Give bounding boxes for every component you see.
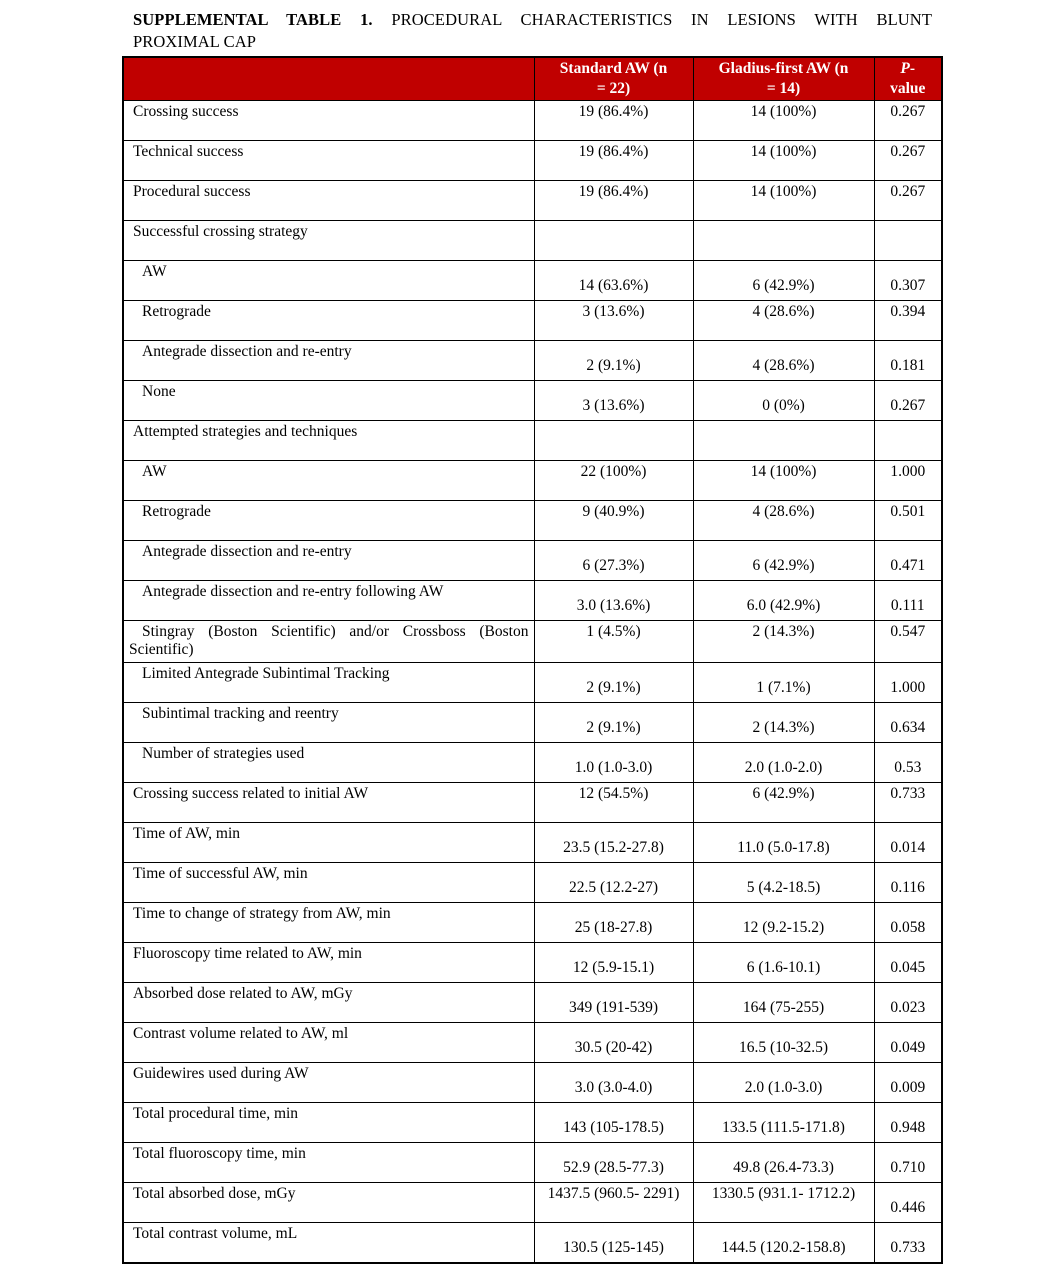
table-body [123, 100, 942, 1263]
p-value: 0.501 [874, 500, 942, 540]
row-label: Attempted strategies and techniques [123, 420, 534, 460]
p-value: 0.267 [874, 180, 942, 220]
p-value: 0.733 [874, 783, 942, 823]
standard-aw-value: 12 (5.9-15.1) [534, 943, 693, 983]
table-row [123, 903, 942, 943]
standard-aw-value: 143 (105-178.5) [534, 1103, 693, 1143]
gladius-first-aw-value: 11.0 (5.0-17.8) [693, 823, 874, 863]
standard-aw-value: 19 (86.4%) [534, 180, 693, 220]
p-value: 0.948 [874, 1103, 942, 1143]
row-label: Crossing success related to initial AW [123, 783, 534, 823]
row-label: Fluoroscopy time related to AW, min [123, 943, 534, 983]
gladius-first-aw-value: 14 (100%) [693, 100, 874, 140]
table-row [123, 380, 942, 420]
table-row [123, 180, 942, 220]
row-label: Technical success [123, 140, 534, 180]
p-value: 1.000 [874, 460, 942, 500]
p-value: 0.394 [874, 300, 942, 340]
row-label: Time of AW, min [123, 823, 534, 863]
standard-aw-value: 3 (13.6%) [534, 300, 693, 340]
header-cell-p-value [874, 57, 942, 101]
row-label: AW [123, 260, 534, 300]
gladius-first-aw-value: 2 (14.3%) [693, 620, 874, 663]
row-label: Subintimal tracking and reentry [123, 703, 534, 743]
row-label: Antegrade dissection and re-entry [123, 540, 534, 580]
standard-aw-value: 14 (63.6%) [534, 260, 693, 300]
table-row [123, 140, 942, 180]
table-row [123, 500, 942, 540]
gladius-first-aw-value: 2.0 (1.0-3.0) [693, 1063, 874, 1103]
header-p-value-line2: value [890, 79, 926, 97]
row-label: Antegrade dissection and re-entry [123, 340, 534, 380]
header-gladius-aw-line2: = 14) [766, 79, 801, 97]
table-row [123, 663, 942, 703]
gladius-first-aw-value [693, 220, 874, 260]
standard-aw-value [534, 220, 693, 260]
standard-aw-value: 19 (86.4%) [534, 100, 693, 140]
row-label: Contrast volume related to AW, ml [123, 1023, 534, 1063]
standard-aw-value: 2 (9.1%) [534, 703, 693, 743]
standard-aw-value: 3.0 (13.6%) [534, 580, 693, 620]
table-row [123, 783, 942, 823]
standard-aw-value: 12 (54.5%) [534, 783, 693, 823]
gladius-first-aw-value: 14 (100%) [693, 140, 874, 180]
row-label: Retrograde [123, 500, 534, 540]
header-gladius-aw-line1: Gladius-first AW (n [718, 60, 849, 78]
p-value: 0.446 [874, 1183, 942, 1223]
p-value: 0.014 [874, 823, 942, 863]
gladius-first-aw-value: 164 (75-255) [693, 983, 874, 1023]
table-row [123, 420, 942, 460]
table-row [123, 943, 942, 983]
table-row [123, 340, 942, 380]
table-row [123, 1023, 942, 1063]
table-row [123, 743, 942, 783]
gladius-first-aw-value: 14 (100%) [693, 460, 874, 500]
row-label: Time to change of strategy from AW, min [123, 903, 534, 943]
table-row [123, 823, 942, 863]
standard-aw-value: 1.0 (1.0-3.0) [534, 743, 693, 783]
standard-aw-value: 30.5 (20-42) [534, 1023, 693, 1063]
standard-aw-value: 9 (40.9%) [534, 500, 693, 540]
row-label: Retrograde [123, 300, 534, 340]
p-value: 0.53 [874, 743, 942, 783]
table-row [123, 260, 942, 300]
p-value [874, 220, 942, 260]
p-value: 0.116 [874, 863, 942, 903]
standard-aw-value [534, 420, 693, 460]
row-label: AW [123, 460, 534, 500]
p-value: 1.000 [874, 663, 942, 703]
row-label: Procedural success [123, 180, 534, 220]
p-value: 0.058 [874, 903, 942, 943]
gladius-first-aw-value: 6 (1.6-10.1) [693, 943, 874, 983]
standard-aw-value: 19 (86.4%) [534, 140, 693, 180]
row-label: Total fluoroscopy time, min [123, 1143, 534, 1183]
gladius-first-aw-value: 1330.5 (931.1- 1712.2) [693, 1183, 874, 1223]
table-row [123, 1183, 942, 1223]
row-label: Antegrade dissection and re-entry following AW [123, 580, 534, 620]
standard-aw-value: 23.5 (15.2-27.8) [534, 823, 693, 863]
gladius-first-aw-value: 6 (42.9%) [693, 783, 874, 823]
table-row [123, 580, 942, 620]
row-label: Guidewires used during AW [123, 1063, 534, 1103]
standard-aw-value: 1437.5 (960.5- 2291) [534, 1183, 693, 1223]
gladius-first-aw-value: 49.8 (26.4-73.3) [693, 1143, 874, 1183]
gladius-first-aw-value: 6 (42.9%) [693, 260, 874, 300]
p-value: 0.547 [874, 620, 942, 663]
p-value: 0.181 [874, 340, 942, 380]
standard-aw-value: 3 (13.6%) [534, 380, 693, 420]
table-row [123, 863, 942, 903]
standard-aw-value: 2 (9.1%) [534, 340, 693, 380]
table-title [133, 9, 932, 53]
gladius-first-aw-value: 6.0 (42.9%) [693, 580, 874, 620]
gladius-first-aw-value: 1 (7.1%) [693, 663, 874, 703]
header-p-dash: - [909, 60, 916, 78]
gladius-first-aw-value: 4 (28.6%) [693, 340, 874, 380]
gladius-first-aw-value: 2.0 (1.0-2.0) [693, 743, 874, 783]
row-label: Limited Antegrade Subintimal Tracking [123, 663, 534, 703]
gladius-first-aw-value: 0 (0%) [693, 380, 874, 420]
table-row [123, 983, 942, 1023]
header-cell-empty [123, 57, 534, 101]
row-label: Stingray (Boston Scientific) and/or Crossboss (Boston Scientific) [123, 620, 534, 663]
row-label: Total procedural time, min [123, 1103, 534, 1143]
standard-aw-value: 2 (9.1%) [534, 663, 693, 703]
header-row [123, 57, 942, 101]
row-label: Absorbed dose related to AW, mGy [123, 983, 534, 1023]
header-standard-aw-line2: = 22) [596, 79, 631, 97]
p-value: 0.710 [874, 1143, 942, 1183]
header-p-italic: P [900, 60, 910, 78]
p-value: 0.471 [874, 540, 942, 580]
table-row [123, 100, 942, 140]
table-row [123, 1143, 942, 1183]
p-value: 0.009 [874, 1063, 942, 1103]
p-value: 0.267 [874, 380, 942, 420]
gladius-first-aw-value: 4 (28.6%) [693, 500, 874, 540]
table-row [123, 1103, 942, 1143]
standard-aw-value: 22.5 (12.2-27) [534, 863, 693, 903]
standard-aw-value: 130.5 (125-145) [534, 1223, 693, 1264]
header-cell-standard-aw [534, 57, 693, 101]
row-label: None [123, 380, 534, 420]
table-row [123, 620, 942, 663]
gladius-first-aw-value: 5 (4.2-18.5) [693, 863, 874, 903]
gladius-first-aw-value: 12 (9.2-15.2) [693, 903, 874, 943]
table-title-number: SUPPLEMENTAL TABLE 1. [133, 10, 373, 29]
standard-aw-value: 22 (100%) [534, 460, 693, 500]
gladius-first-aw-value: 14 (100%) [693, 180, 874, 220]
table-title-text: PROCEDURAL CHARACTERISTICS IN LESIONS WITH BLUNT [372, 10, 933, 29]
row-label: Number of strategies used [123, 743, 534, 783]
standard-aw-value: 6 (27.3%) [534, 540, 693, 580]
header-cell-gladius-first-aw [693, 57, 874, 101]
table-row [123, 1063, 942, 1103]
p-value: 0.049 [874, 1023, 942, 1063]
p-value: 0.023 [874, 983, 942, 1023]
row-label: Successful crossing strategy [123, 220, 534, 260]
table-title-line-2: PROXIMAL CAP [133, 31, 256, 51]
gladius-first-aw-value: 6 (42.9%) [693, 540, 874, 580]
p-value: 0.045 [874, 943, 942, 983]
supplemental-table-1 [122, 56, 943, 1264]
p-value: 0.111 [874, 580, 942, 620]
standard-aw-value: 25 (18-27.8) [534, 903, 693, 943]
gladius-first-aw-value: 133.5 (111.5-171.8) [693, 1103, 874, 1143]
row-label: Crossing success [123, 100, 534, 140]
p-value: 0.307 [874, 260, 942, 300]
row-label: Total absorbed dose, mGy [123, 1183, 534, 1223]
table-row [123, 540, 942, 580]
p-value: 0.267 [874, 100, 942, 140]
standard-aw-value: 3.0 (3.0-4.0) [534, 1063, 693, 1103]
gladius-first-aw-value [693, 420, 874, 460]
standard-aw-value: 1 (4.5%) [534, 620, 693, 663]
p-value: 0.634 [874, 703, 942, 743]
table-row [123, 220, 942, 260]
p-value [874, 420, 942, 460]
header-standard-aw-line1: Standard AW (n [559, 60, 668, 78]
table-row [123, 460, 942, 500]
gladius-first-aw-value: 2 (14.3%) [693, 703, 874, 743]
table-title-line-1 [133, 9, 932, 31]
p-value: 0.267 [874, 140, 942, 180]
gladius-first-aw-value: 144.5 (120.2-158.8) [693, 1223, 874, 1264]
row-label: Total contrast volume, mL [123, 1223, 534, 1264]
p-value: 0.733 [874, 1223, 942, 1264]
table-row [123, 300, 942, 340]
standard-aw-value: 52.9 (28.5-77.3) [534, 1143, 693, 1183]
gladius-first-aw-value: 4 (28.6%) [693, 300, 874, 340]
table-header [123, 57, 942, 101]
table-row [123, 703, 942, 743]
gladius-first-aw-value: 16.5 (10-32.5) [693, 1023, 874, 1063]
standard-aw-value: 349 (191-539) [534, 983, 693, 1023]
row-label: Time of successful AW, min [123, 863, 534, 903]
table-row [123, 1223, 942, 1264]
